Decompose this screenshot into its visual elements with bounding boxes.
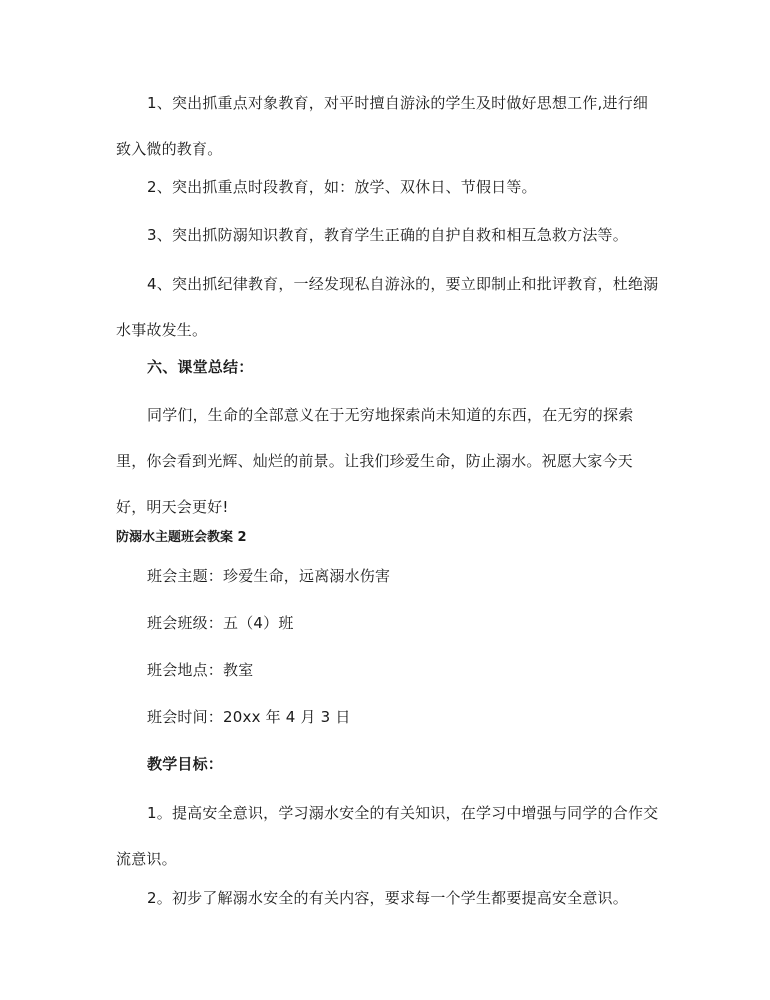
section-summary-title: 六、课堂总结： bbox=[147, 358, 254, 376]
class-grade: 班会班级：五（4）班 bbox=[147, 614, 294, 632]
paragraph-point-1: 1、突出抓重点对象教育，对平时擅自游泳的学生及时做好思想工作,进行细致入微的教育。 bbox=[116, 94, 649, 158]
class-time: 班会时间：20xx 年 4 月 3 日 bbox=[147, 708, 351, 726]
plan-2-title: 防溺水主题班会教案 2 bbox=[116, 530, 247, 545]
paragraph-point-2: 2、突出抓重点时段教育，如：放学、双休日、节假日等。 bbox=[147, 178, 537, 196]
teaching-goal-1: 1。提高安全意识，学习溺水安全的有关知识，在学习中增强与同学的合作交流意识。 bbox=[116, 804, 659, 868]
paragraph-summary: 同学们，生命的全部意义在于无穷地探索尚未知道的东西，在无穷的探索里，你会看到光辉、灿烂的前景。让我们珍爱生命，防止溺水。祝愿大家今天好，明天会更好! bbox=[116, 406, 634, 516]
paragraph-point-3: 3、突出抓防溺知识教育，教育学生正确的自护自救和相互急救方法等。 bbox=[147, 226, 628, 244]
teaching-goals-title: 教学目标： bbox=[147, 755, 224, 773]
class-location: 班会地点：教室 bbox=[147, 661, 254, 679]
class-theme: 班会主题：珍爱生命，远离溺水伤害 bbox=[147, 567, 391, 585]
paragraph-point-4: 4、突出抓纪律教育，一经发现私自游泳的，要立即制止和批评教育，杜绝溺水事故发生。 bbox=[116, 275, 659, 339]
teaching-goal-2: 2。初步了解溺水安全的有关内容，要求每一个学生都要提高安全意识。 bbox=[147, 889, 628, 907]
